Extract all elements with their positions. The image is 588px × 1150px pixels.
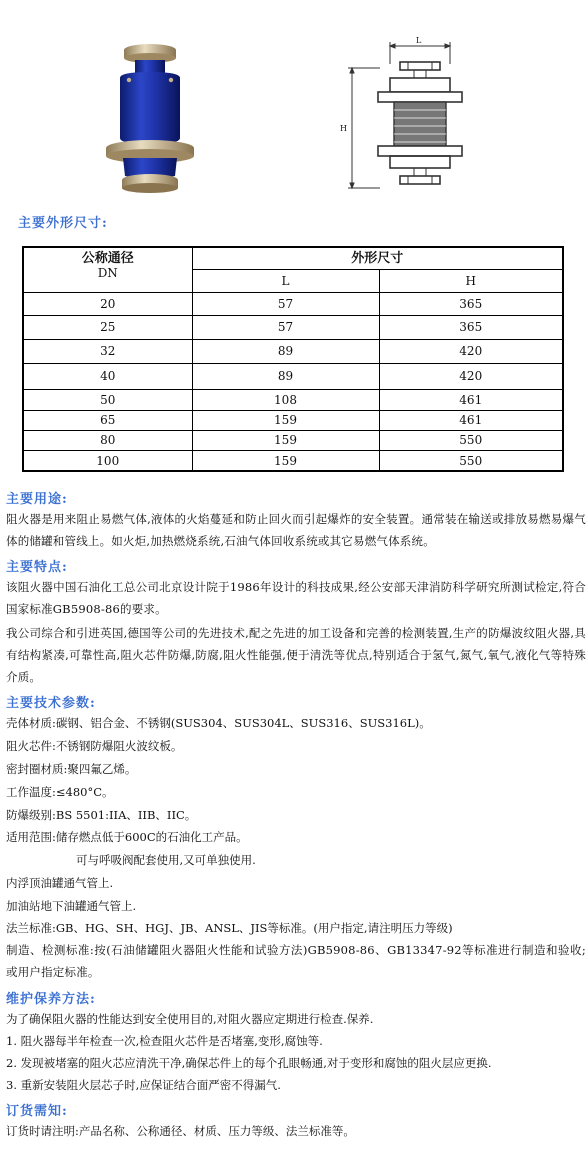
tech-line-scope: 适用范围:储存燃点低于600C的石油化工产品。 <box>6 830 248 844</box>
table-cell-h: 365 <box>379 292 562 315</box>
table-cell-dn: 32 <box>24 339 192 363</box>
tech-line-scope-4: 加油站地下油罐通气管上. <box>6 899 137 913</box>
maintenance-item: 3. 重新安装阻火层芯子时,应保证结合面严密不得漏气. <box>6 1078 281 1092</box>
table-cell-dn: 25 <box>24 315 192 339</box>
technical-drawing <box>330 36 510 200</box>
header-h: H <box>379 269 562 292</box>
product-photo <box>95 38 205 198</box>
table-cell-dn: 65 <box>24 410 192 430</box>
order-text: 订货时请注明:产品名称、公称通径、材质、压力等级、法兰标准等。 <box>6 1124 355 1138</box>
tech-line-temperature: 工作温度:≤480°C。 <box>6 785 114 799</box>
table-cell-l: 57 <box>192 292 379 315</box>
tech-standard-text: 制造、检测标准:按(石油储罐阻火器阻火性能和试验方法)GB5908-86、GB13347-92等标准进行制造和验收;或用户指定标准。 <box>6 943 586 979</box>
table-cell-h: 461 <box>379 389 562 410</box>
tech-line-scope-3: 内浮顶油罐通气管上. <box>6 876 114 890</box>
table-cell-h: 365 <box>379 315 562 339</box>
tech-line-scope-2: 可与呼吸阀配套使用,又可单独使用. <box>76 853 256 867</box>
maintenance-heading: 维护保养方法: <box>6 992 96 1007</box>
table-cell-l: 57 <box>192 315 379 339</box>
table-cell-dn: 80 <box>24 430 192 450</box>
table-cell-l: 159 <box>192 430 379 450</box>
maintenance-item: 2. 发现被堵塞的阻火芯应清洗干净,确保芯件上的每个孔眼畅通,对于变形和腐蚀的阻火层应更换. <box>6 1056 492 1070</box>
table-cell-dn: 40 <box>24 363 192 389</box>
table-cell-h: 420 <box>379 339 562 363</box>
usage-text: 阻火器是用来阻止易燃气体,液体的火焰蔓延和防止回火而引起爆炸的安全装置。通常装在输送或排放易燃易爆气体的储罐和管线上。如火炬,加热燃烧系统,石油气体回收系统或其它易燃气体系统。 <box>6 512 586 548</box>
table-cell-l: 159 <box>192 410 379 430</box>
tech-heading: 主要技术参数: <box>6 696 96 711</box>
header-dn: 公称通径 DN <box>24 248 192 292</box>
features-text-2: 我公司综合和引进英国,德国等公司的先进技术,配之先进的加工设备和完善的检测装置,生产的防爆波纹阻火器,具有结构紧凑,可靠性高,阻火芯件防爆,防腐,阻火性能强,便于清洗等优点,特别适合于氢气,氮气,氧气,液化气等特殊介质。 <box>6 626 586 684</box>
table-cell-l: 89 <box>192 339 379 363</box>
header-outline-dimensions: 外形尺寸 <box>192 248 562 269</box>
table-cell-h: 420 <box>379 363 562 389</box>
tech-line-explosion-grade: 防爆级别:BS 5501:IIA、IIB、IIC。 <box>6 808 197 822</box>
features-heading: 主要特点: <box>6 560 68 575</box>
maintenance-item: 1. 阻火器每半年检查一次,检查阻火芯件是否堵塞,变形,腐蚀等. <box>6 1034 323 1048</box>
header-l: L <box>192 269 379 292</box>
table-cell-l: 159 <box>192 450 379 471</box>
tech-line-seal: 密封圈材质:聚四氟乙烯。 <box>6 762 137 776</box>
tech-line-shell: 壳体材质:碳钢、铝合金、不锈钢(SUS304、SUS304L、SUS316、SUS316L)。 <box>6 716 431 730</box>
usage-heading: 主要用途: <box>6 492 68 507</box>
dimensions-table <box>22 246 564 472</box>
table-cell-h: 550 <box>379 430 562 450</box>
maintenance-intro: 为了确保阻火器的性能达到安全使用目的,对阻火器应定期进行检查.保养. <box>6 1012 374 1026</box>
table-cell-h: 461 <box>379 410 562 430</box>
features-text-1: 该阻火器中国石油化工总公司北京设计院于1986年设计的科技成果,经公安部天津消防科学研究所测试检定,符合国家标准GB5908-86的要求。 <box>6 580 586 616</box>
tech-line-flange: 法兰标准:GB、HG、SH、HGJ、JB、ANSL、JIS等标准。(用户指定,请注明压力等级) <box>6 921 453 935</box>
tech-line-core: 阻火芯件:不锈钢防爆阻火波纹板。 <box>6 739 183 753</box>
table-cell-dn: 100 <box>24 450 192 471</box>
dimension-label-l: L <box>416 36 422 45</box>
table-cell-dn: 50 <box>24 389 192 410</box>
dimensions-heading: 主要外形尺寸: <box>18 216 108 231</box>
table-cell-l: 89 <box>192 363 379 389</box>
table-cell-l: 108 <box>192 389 379 410</box>
dimension-label-h: H <box>340 124 347 133</box>
order-heading: 订货需知: <box>6 1104 68 1119</box>
table-cell-h: 550 <box>459 453 483 468</box>
table-cell-dn: 20 <box>24 292 192 315</box>
